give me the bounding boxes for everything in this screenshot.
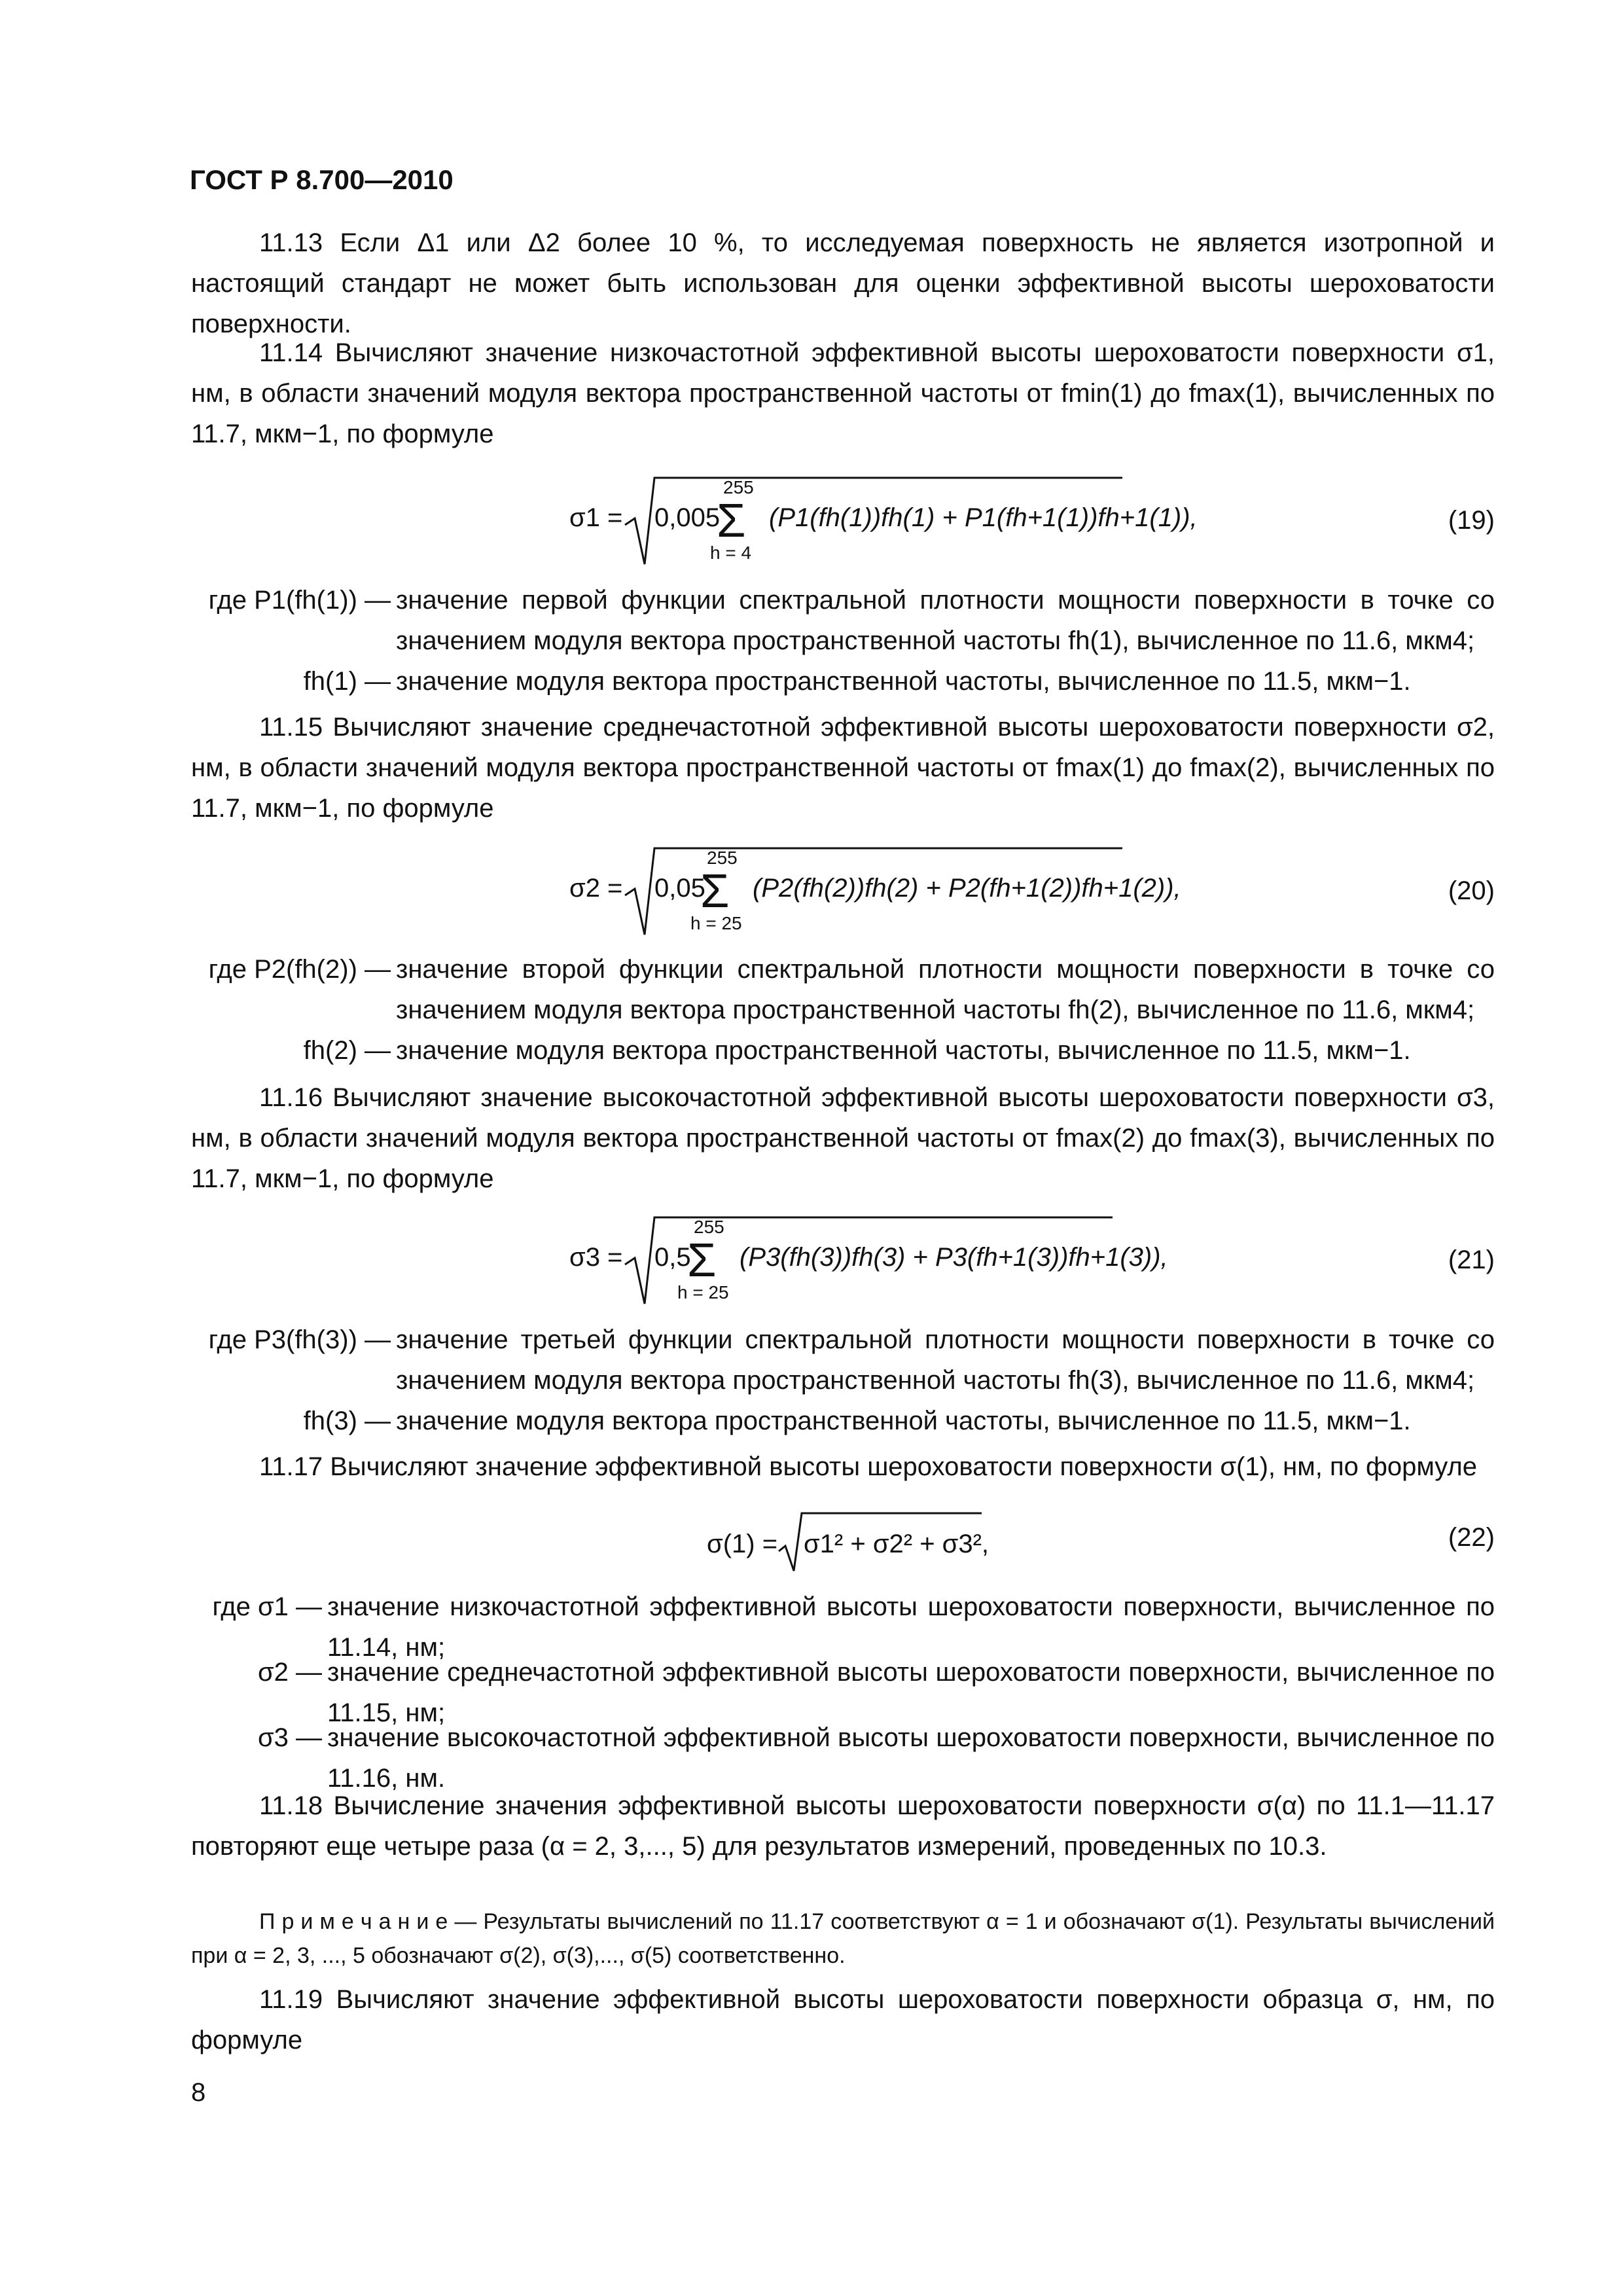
equation-21 [0,1206,1623,1317]
definition-text: значение высокочастотной эффективной высоты шероховатости поверхности, вычисленное по 11.16, нм. [327,1723,1495,1793]
paragraph-11-14: 11.14 Вычисляют значение низкочастотной эффективной высоты шероховатости поверхности σ1, нм, в области значений модуля вектора пространственной частоты от fmin(1) до fmax(1), вычисленных по 11.7, мкм−1, по формуле [191,338,1495,448]
sum-upper-limit: 255 [723,477,754,497]
definition-term: fh(2) — [303,1036,391,1065]
equation-19 [0,466,1623,577]
definition-text: значение второй функции спектральной плотности мощности поверхности в точке со значением модуля вектора пространственной частоты fh(2), вычисленное по 11.6, мкм4; [396,955,1495,1024]
definition-19-fh [191,661,1495,703]
definition-text: значение низкочастотной эффективной высоты шероховатости поверхности, вычисленное по 11.14, нм; [327,1592,1495,1662]
sum-upper-limit: 255 [707,848,738,868]
definition-text: значение модуля вектора пространственной частоты, вычисленное по 11.5, мкм−1. [396,667,1411,696]
paragraph-11-17: 11.17 Вычисляют значение эффективной высоты шероховатости поверхности σ(1), нм, по формуле [259,1452,1478,1481]
sum-lower-limit: h = 4 [710,543,752,563]
definition-text: значение модуля вектора пространственной частоты, вычисленное по 11.5, мкм−1. [396,1407,1411,1435]
equation-22-formula [0,1505,1623,1590]
paragraph-11-16: 11.16 Вычисляют значение высокочастотной эффективной высоты шероховатости поверхности σ3, нм, в области значений модуля вектора пространственной частоты от fmax(2) до fmax(3), вычисленных по 11.7, мкм−1, по формуле [191,1083,1495,1193]
document-header: ГОСТ Р 8.700—2010 [190,164,454,195]
equation-21-number: (21) [1448,1246,1495,1274]
note-label: П р и м е ч а н и е [259,1909,448,1934]
definition-term: fh(3) — [303,1407,391,1435]
sum-sign: Σ [717,495,746,547]
definition-term: где P2(fh(2)) — [208,955,391,984]
definition-20-p2 [191,949,1495,1028]
equation-22-lhs: σ(1) = [707,1530,778,1558]
sum-lower-limit: h = 25 [690,913,742,933]
equation-20-formula [0,836,1623,948]
equation-21-formula [0,1206,1623,1317]
definition-term: σ3 — [257,1723,322,1752]
equation-19-body: (P1(fh(1))fh(1) + P1(fh+1(1))fh+1(1)), [769,503,1198,532]
equation-20 [0,836,1623,948]
equation-20-lhs: σ2 = [569,874,623,903]
equation-20-body: (P2(fh(2))fh(2) + P2(fh+1(2))fh+1(2)), [753,874,1181,903]
equation-22-body: σ1² + σ2² + σ3², [804,1530,990,1558]
definition-term: fh(1) — [303,667,391,696]
definition-term: σ2 — [257,1658,322,1687]
sum-sign: Σ [687,1234,717,1287]
definition-21-p3 [191,1319,1495,1398]
sum-sign: Σ [700,865,730,918]
page-number: 8 [191,2078,206,2107]
paragraph-11-19: 11.19 Вычисляют значение эффективной высоты шероховатости поверхности образца σ, нм, по формуле [191,1985,1495,2054]
paragraph-11-18: 11.18 Вычисление значения эффективной высоты шероховатости поверхности σ(α) по 11.1—11.17 повторяют еще четыре раза (α = 2, 3,..., 5) для результатов измерений, проведенных по 10.3. [191,1791,1495,1861]
equation-19-coefficient: 0,005 [654,503,721,532]
sum-lower-limit: h = 25 [677,1282,729,1302]
note-text: — Результаты вычислений по 11.17 соответствуют α = 1 и обозначают σ(1). Результаты вычислений при α = 2, 3, ..., 5 обозначают σ(2), σ(3),..., σ(5) соответственно. [191,1909,1495,1968]
definition-19-p1 [191,580,1495,658]
definition-term: где σ1 — [212,1592,322,1621]
definition-21-fh [191,1401,1495,1443]
equation-21-coefficient: 0,5 [654,1243,691,1272]
equation-20-number: (20) [1448,876,1495,905]
paragraph-11-15: 11.15 Вычисляют значение среднечастотной эффективной высоты шероховатости поверхности σ2, нм, в области значений модуля вектора пространственной частоты от fmax(1) до fmax(2), вычисленных по 11.7, мкм−1, по формуле [191,713,1495,823]
sum-upper-limit: 255 [694,1217,724,1237]
equation-19-lhs: σ1 = [569,503,623,532]
definition-text: значение третьей функции спектральной плотности мощности поверхности в точке со значением модуля вектора пространственной частоты fh(3), вычисленное по 11.6, мкм4; [396,1325,1495,1395]
equation-21-lhs: σ3 = [569,1243,623,1272]
equation-20-coefficient: 0,05 [654,874,705,903]
definition-text: значение модуля вектора пространственной частоты, вычисленное по 11.5, мкм−1. [396,1036,1411,1065]
definition-20-fh [191,1030,1495,1072]
definition-term: где P1(fh(1)) — [208,586,391,615]
equation-21-body: (P3(fh(3))fh(3) + P3(fh+1(3))fh+1(3)), [740,1243,1168,1272]
definition-text: значение первой функции спектральной плотности мощности поверхности в точке со значением модуля вектора пространственной частоты fh(1), вычисленное по 11.6, мкм4; [396,586,1495,655]
equation-19-number: (19) [1448,506,1495,535]
definition-term: где P3(fh(3)) — [208,1325,391,1354]
definition-22-sigma3 [191,1717,1495,1796]
definition-text: значение среднечастотной эффективной высоты шероховатости поверхности, вычисленное по 11.15, нм; [327,1658,1495,1727]
note [191,1905,1495,1973]
equation-22-number: (22) [1448,1523,1495,1552]
equation-19-formula [0,466,1623,577]
paragraph-11-13: 11.13 Если Δ1 или Δ2 более 10 %, то исследуемая поверхность не является изотропной и настоящий стандарт не может быть использован для оценки эффективной высоты шероховатости поверхности. [191,228,1495,338]
